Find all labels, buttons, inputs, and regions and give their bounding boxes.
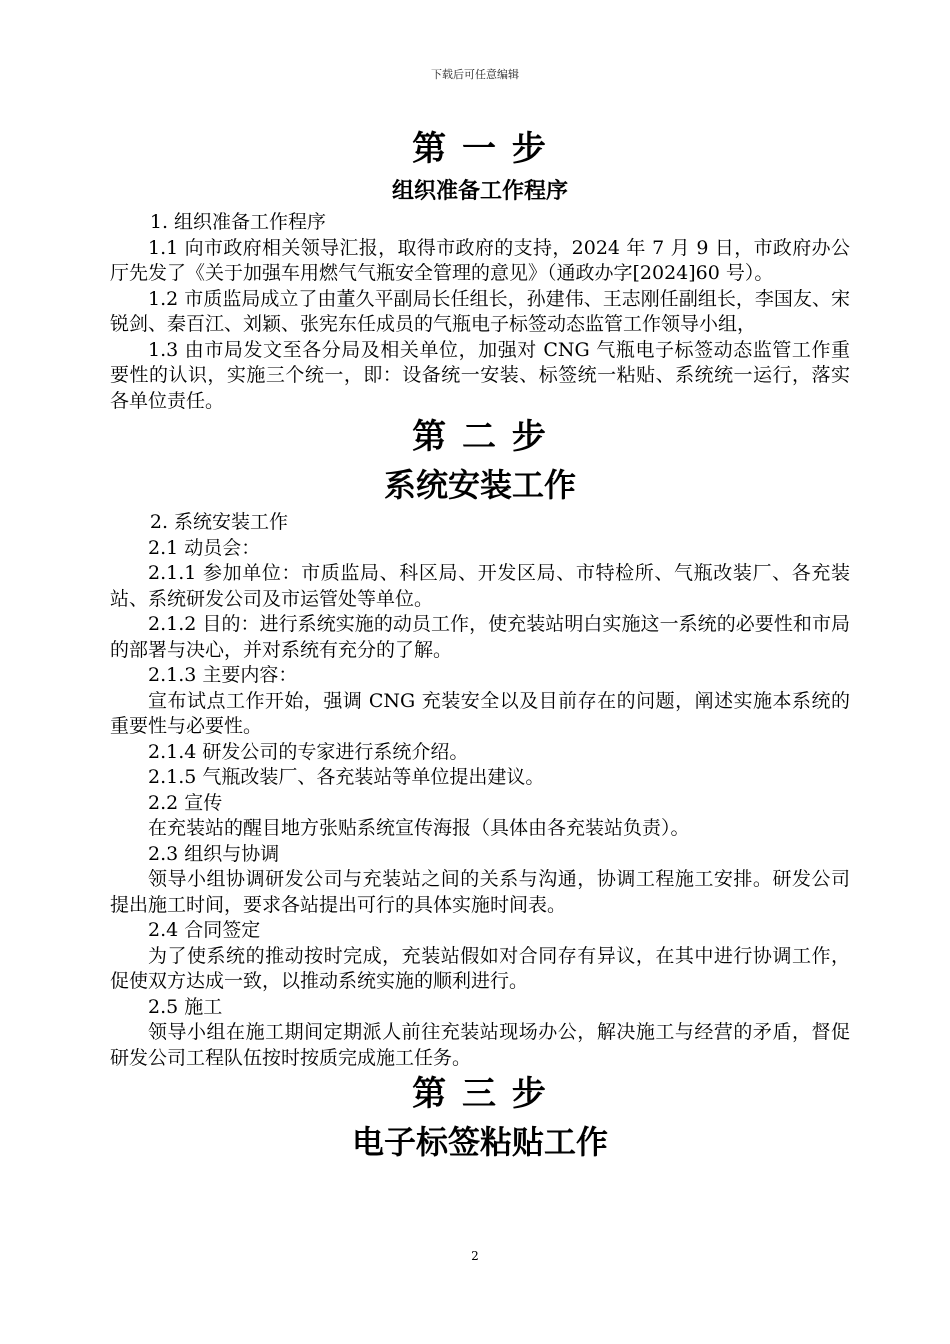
step-2-title: 第 二 步 bbox=[412, 417, 548, 457]
page-number: 2 bbox=[471, 1249, 479, 1263]
paragraph: 2.1.4 研发公司的专家进行系统介绍。 bbox=[148, 740, 469, 763]
paragraph: 为了使系统的推动按时完成，充装站假如对合同存有异议，在其中进行协调工作，促使双方达成一致，以推动系统实施的顺利进行。 bbox=[110, 944, 850, 992]
paragraph: 2.1.1 参加单位：市质监局、科区局、开发区局、市特检所、气瓶改装厂、各充装站、系统研发公司及市运管处等单位。 bbox=[110, 562, 850, 610]
paragraph: 1.1 向市政府相关领导汇报，取得市政府的支持，2024 年 7 月 9 日，市政府办公厅先发了《关于加强车用燃气气瓶安全管理的意见》（通政办字[2024]60 号）。 bbox=[110, 236, 850, 284]
paragraph: 在充装站的醒目地方张贴系统宣传海报（具体由各充装站负责）。 bbox=[148, 817, 690, 839]
step-1-subtitle: 组织准备工作程序 bbox=[391, 178, 568, 204]
paragraph: 2.4 合同签定 bbox=[148, 919, 261, 941]
paragraph: 1.3 由市局发文至各分局及相关单位，加强对 CNG 气瓶电子标签动态监管工作重要性的认识，实施三个统一，即：设备统一安装、标签统一粘贴、系统统一运行，落实各单位责任。 bbox=[110, 338, 850, 412]
paragraph: 2.5 施工 bbox=[148, 995, 223, 1018]
step-3-title: 第 三 步 bbox=[412, 1074, 548, 1114]
paragraph: 2. 系统安装工作 bbox=[149, 511, 289, 533]
page-header: 下载后可任意编辑 bbox=[431, 68, 519, 81]
paragraph: 领导小组协调研发公司与充装站之间的关系与沟通，协调工程施工安排。研发公司提出施工时间，要求各站提出可行的具体实施时间表。 bbox=[110, 868, 850, 916]
paragraph: 2.1.3 主要内容： bbox=[148, 664, 298, 686]
step-2-subtitle: 系统安装工作 bbox=[383, 466, 576, 504]
step-3-subtitle: 电子标签粘贴工作 bbox=[351, 1123, 608, 1161]
paragraph: 2.3 组织与协调 bbox=[148, 842, 280, 865]
paragraph: 2.1.5 气瓶改装厂、各充装站等单位提出建议。 bbox=[148, 766, 545, 788]
paragraph: 2.1.2 目的：进行系统实施的动员工作，使充装站明白实施这一系统的必要性和市局的部署与决心，并对系统有充分的了解。 bbox=[110, 613, 850, 661]
paragraph: 2.2 宣传 bbox=[148, 791, 223, 814]
paragraph: 1. 组织准备工作程序 bbox=[149, 211, 327, 233]
paragraph: 领导小组在施工期间定期派人前往充装站现场办公，解决施工与经营的矛盾，督促研发公司工程队伍按时按质完成施工任务。 bbox=[110, 1021, 850, 1069]
paragraph: 1.2 市质监局成立了由董久平副局长任组长，孙建伟、王志刚任副组长，李国友、宋锐剑、秦百江、刘颖、张宪东任成员的气瓶电子标签动态监管工作领导小组， bbox=[110, 287, 850, 335]
document-body bbox=[110, 126, 850, 1167]
paragraph: 2.1 动员会： bbox=[148, 536, 261, 559]
paragraph: 宣布试点工作开始，强调 CNG 充装安全以及目前存在的问题，阐述实施本系统的重要性与必要性。 bbox=[110, 689, 850, 737]
step-1-title: 第 一 步 bbox=[412, 129, 548, 169]
